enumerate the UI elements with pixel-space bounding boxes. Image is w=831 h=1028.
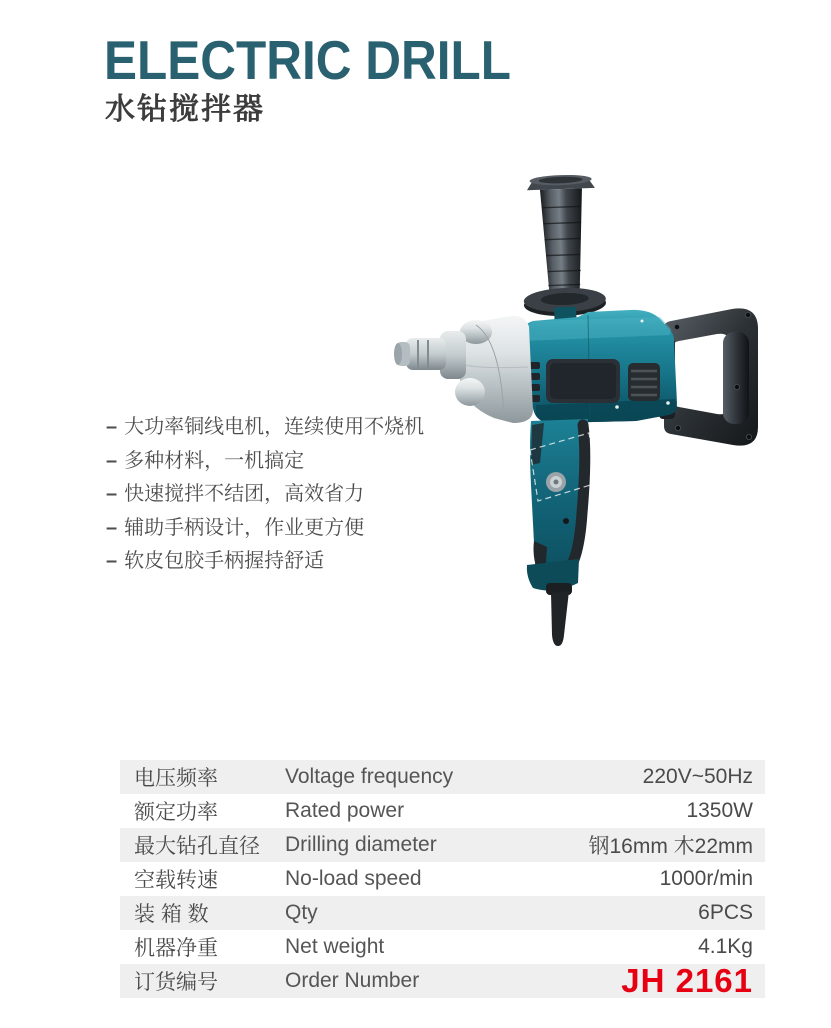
- bullet-dash: –: [106, 550, 118, 572]
- spec-label-zh: 空载转速: [134, 869, 218, 892]
- spec-row-qty: [120, 896, 765, 930]
- spec-label-zh: 装 箱 数: [134, 903, 209, 926]
- feature-item: [106, 481, 424, 515]
- spec-value: 钢16mm 木22mm: [588, 835, 753, 858]
- spec-label-zh: 订货编号: [134, 971, 218, 994]
- spec-value: 6PCS: [698, 901, 753, 924]
- page-title: ELECTRIC DRILL: [104, 29, 511, 91]
- pistol-grip: [527, 419, 597, 591]
- feature-text: 快速搅拌不结团，高效省力: [124, 483, 365, 505]
- spec-label-en: No-load speed: [285, 867, 422, 890]
- feature-item: [106, 448, 424, 482]
- bullet-dash: –: [106, 516, 118, 539]
- feature-item: [106, 414, 424, 448]
- spec-label-en: Qty: [285, 901, 318, 924]
- spec-label-zh: 机器净重: [134, 937, 218, 960]
- feature-text: 软皮包胶手柄握持舒适: [124, 550, 325, 572]
- spec-label-en: Rated power: [285, 799, 405, 822]
- feature-text: 多种材料，一机搞定: [124, 449, 305, 472]
- spec-row-power: [120, 794, 765, 828]
- order-number-value: JH 2161: [621, 962, 753, 999]
- spec-label-en: Drilling diameter: [285, 833, 437, 856]
- spec-table: [120, 760, 765, 998]
- spec-row-order-number: [120, 964, 765, 998]
- spec-label-en: Voltage frequency: [285, 765, 454, 788]
- spec-value: 1350W: [686, 799, 753, 822]
- spec-label-zh: 额定功率: [134, 801, 218, 824]
- power-cord: [546, 583, 572, 646]
- aux-handle: [519, 174, 606, 335]
- drill-body: [519, 310, 677, 423]
- bullet-dash: –: [106, 416, 118, 438]
- bullet-dash: –: [106, 449, 118, 472]
- feature-text: 大功率铜线电机，连续使用不烧机: [124, 416, 425, 438]
- gear-head: [394, 316, 533, 423]
- product-image: [380, 155, 790, 655]
- spec-label-en: Net weight: [285, 935, 385, 958]
- spec-row-weight: [120, 930, 765, 964]
- spec-label-zh: 最大钻孔直径: [134, 835, 260, 858]
- feature-item: [106, 515, 424, 549]
- bullet-dash: –: [106, 483, 118, 505]
- feature-item: [106, 548, 424, 582]
- spec-value: 4.1Kg: [698, 935, 753, 958]
- spec-value: 1000r/min: [659, 867, 753, 890]
- spec-row-diameter: [120, 828, 765, 862]
- spec-label-en: Order Number: [285, 969, 420, 992]
- spec-value: 220V~50Hz: [642, 765, 753, 788]
- feature-list: [106, 414, 424, 582]
- page-subtitle: 水钻搅拌器: [105, 93, 265, 126]
- chuck: [394, 331, 466, 379]
- spec-row-voltage: [120, 760, 765, 794]
- spec-row-speed: [120, 862, 765, 896]
- feature-text: 辅助手柄设计，作业更方便: [124, 516, 365, 539]
- spec-label-zh: 电压频率: [134, 767, 218, 790]
